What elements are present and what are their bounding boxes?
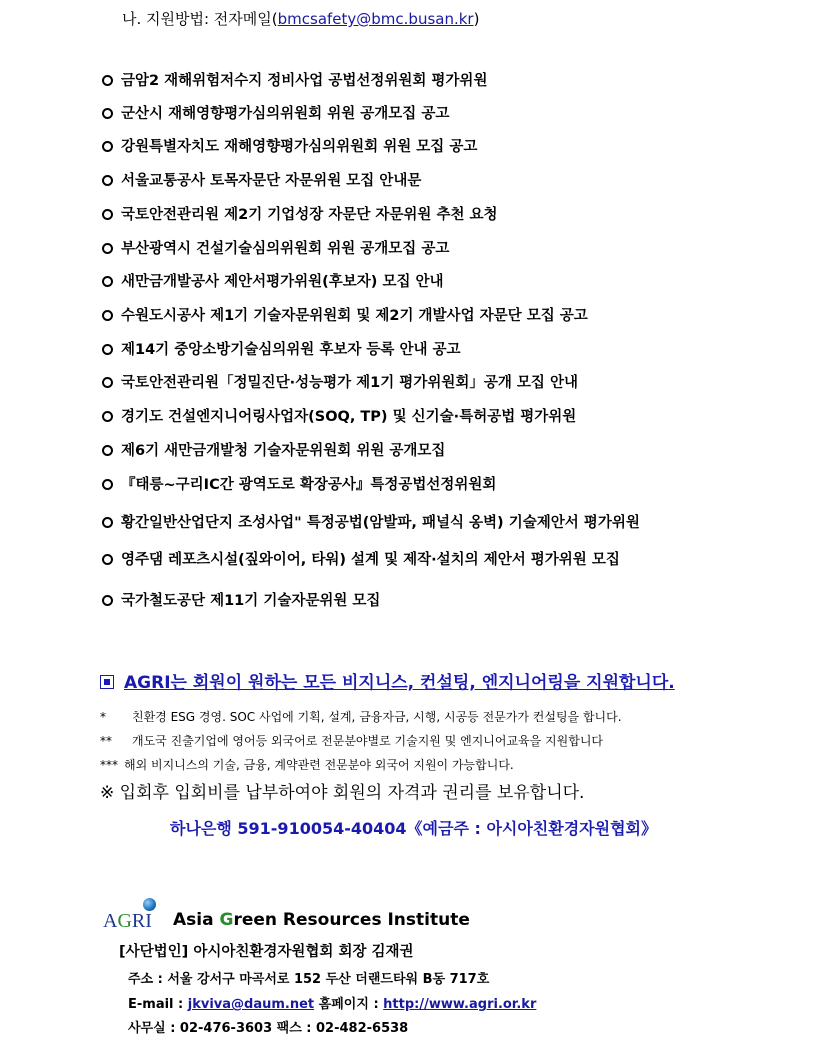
- logo-text: AGRI: [103, 910, 152, 932]
- circle-bullet-icon: [102, 276, 113, 287]
- list-item: [102, 406, 576, 428]
- list-item-text: 영주댐 레포츠시설(짚와이어, 타워) 설계 및 제작·설치의 제안서 평가위원 모집: [121, 552, 620, 568]
- list-item-text: 제6기 새만금개발청 기술자문위원회 위원 공개모집: [121, 443, 446, 459]
- method-email-link[interactable]: bmcsafety@bmc.busan.kr: [277, 10, 474, 28]
- circle-bullet-icon: [102, 108, 113, 119]
- list-item-text: 금암2 재해위험저수지 정비사업 공법선정위원회 평가위원: [121, 73, 488, 89]
- list-item: [102, 70, 487, 92]
- list-item: [102, 339, 461, 361]
- agri-support-heading: [100, 668, 675, 693]
- method-suffix: ): [473, 10, 480, 28]
- circle-bullet-icon: [102, 517, 113, 528]
- list-item: [102, 440, 445, 462]
- email-label: E-mail :: [128, 997, 188, 1012]
- note-mark: **: [100, 734, 112, 748]
- list-item: [102, 549, 620, 571]
- homepage-link[interactable]: http://www.agri.or.kr: [383, 997, 537, 1012]
- note-mark: ***: [100, 758, 118, 772]
- circle-bullet-icon: [102, 344, 113, 355]
- contact-email-link[interactable]: jkviva@daum.net: [187, 997, 315, 1012]
- note-item: [100, 708, 622, 725]
- list-item: [102, 204, 498, 226]
- contact-line: [128, 993, 536, 1012]
- list-item: [102, 170, 421, 192]
- circle-bullet-icon: [102, 243, 113, 254]
- list-item-text: 새만금개발공사 제안서평가위원(후보자) 모집 안내: [121, 274, 444, 290]
- institute-name: [173, 910, 470, 930]
- note-text: 해외 비지니스의 기술, 금융, 계약관련 전문분야 외국어 지원이 가능합니다.: [124, 758, 514, 772]
- phone-line: 사무실 : 02-476-3603 팩스 : 02-482-6538: [128, 1021, 409, 1036]
- circle-bullet-icon: [102, 595, 113, 606]
- support-method-line: [122, 8, 479, 29]
- circle-bullet-icon: [102, 411, 113, 422]
- agri-logo: [103, 898, 165, 932]
- circle-bullet-icon: [102, 75, 113, 86]
- list-item: [102, 271, 444, 293]
- institute-name-text: Asia Green Resources Institute: [173, 910, 470, 930]
- circle-bullet-icon: [102, 445, 113, 456]
- circle-bullet-icon: [102, 141, 113, 152]
- bank-account: 하나은행 591-910054-40404《예금주 : 아시아친환경자원협회》: [170, 819, 658, 838]
- membership-note: ※ 입회후 입회비를 납부하여야 회원의 자격과 권리를 보유합니다.: [100, 783, 585, 803]
- square-bullet-icon: [100, 675, 114, 689]
- agri-support-text: AGRI는 회원이 원하는 모든 비지니스, 컨설팅, 엔지니어링을 지원합니다.: [124, 673, 675, 693]
- list-item: [102, 238, 449, 260]
- list-item-text: 경기도 건설엔지니어링사업자(SOQ, TP) 및 신기술·특허공법 평가위원: [121, 409, 577, 425]
- note-text: 친환경 ESG 경영. SOC 사업에 기획, 설계, 금융자금, 시행, 시공등 전문가가 컨설팅을 합니다.: [132, 710, 622, 724]
- list-item-text: 『태릉~구리IC간 광역도로 확장공사』특정공법선정위원회: [121, 477, 497, 493]
- address-line: 주소 : 서울 강서구 마곡서로 152 두산 더랜드타워 B동 717호: [128, 972, 490, 987]
- note-item: [100, 732, 603, 749]
- list-item: [102, 590, 380, 612]
- list-item-text: 제14기 중앙소방기술심의위원 후보자 등록 안내 공고: [121, 342, 461, 358]
- homepage-label: 홈페이지 :: [314, 997, 384, 1012]
- list-item-text: 수원도시공사 제1기 기술자문위원회 및 제2기 개발사업 자문단 모집 공고: [121, 308, 588, 324]
- circle-bullet-icon: [102, 377, 113, 388]
- method-prefix: 나. 지원방법: 전자메일(: [122, 10, 278, 28]
- circle-bullet-icon: [102, 479, 113, 490]
- circle-bullet-icon: [102, 209, 113, 220]
- circle-bullet-icon: [102, 310, 113, 321]
- list-item: [102, 372, 578, 394]
- list-item-text: 강원특별자치도 재해영향평가심의위원회 위원 모집 공고: [121, 139, 478, 155]
- list-item-text: 국토안전관리원 제2기 기업성장 자문단 자문위원 추천 요청: [121, 207, 498, 223]
- note-text: 개도국 진출기업에 영어등 외국어로 전문분야별로 기술지원 및 엔지니어교육을 지원합니다: [132, 734, 604, 748]
- list-item-text: 국가철도공단 제11기 기술자문위원 모집: [121, 593, 381, 609]
- corporation-line: [사단법인] 아시아친환경자원협회 회장 김재권: [119, 944, 414, 960]
- list-item: [102, 512, 640, 534]
- list-item: [102, 103, 449, 125]
- circle-bullet-icon: [102, 175, 113, 186]
- list-item-text: 서울교통공사 토목자문단 자문위원 모집 안내문: [121, 173, 422, 189]
- list-item: [102, 305, 588, 327]
- note-mark: *: [100, 710, 106, 724]
- list-item-text: 부산광역시 건설기술심의위원회 위원 공개모집 공고: [121, 241, 450, 257]
- list-item: [102, 474, 496, 496]
- list-item: [102, 136, 477, 158]
- note-item: [100, 756, 514, 773]
- list-item-text: 군산시 재해영향평가심의위원회 위원 공개모집 공고: [121, 106, 450, 122]
- list-item-text: 황간일반산업단지 조성사업" 특정공법(암발파, 패널식 옹벽) 기술제안서 평가위원: [121, 515, 640, 531]
- circle-bullet-icon: [102, 554, 113, 565]
- list-item-text: 국토안전관리원「정밀진단·성능평가 제1기 평가위원회」공개 모집 안내: [121, 375, 578, 391]
